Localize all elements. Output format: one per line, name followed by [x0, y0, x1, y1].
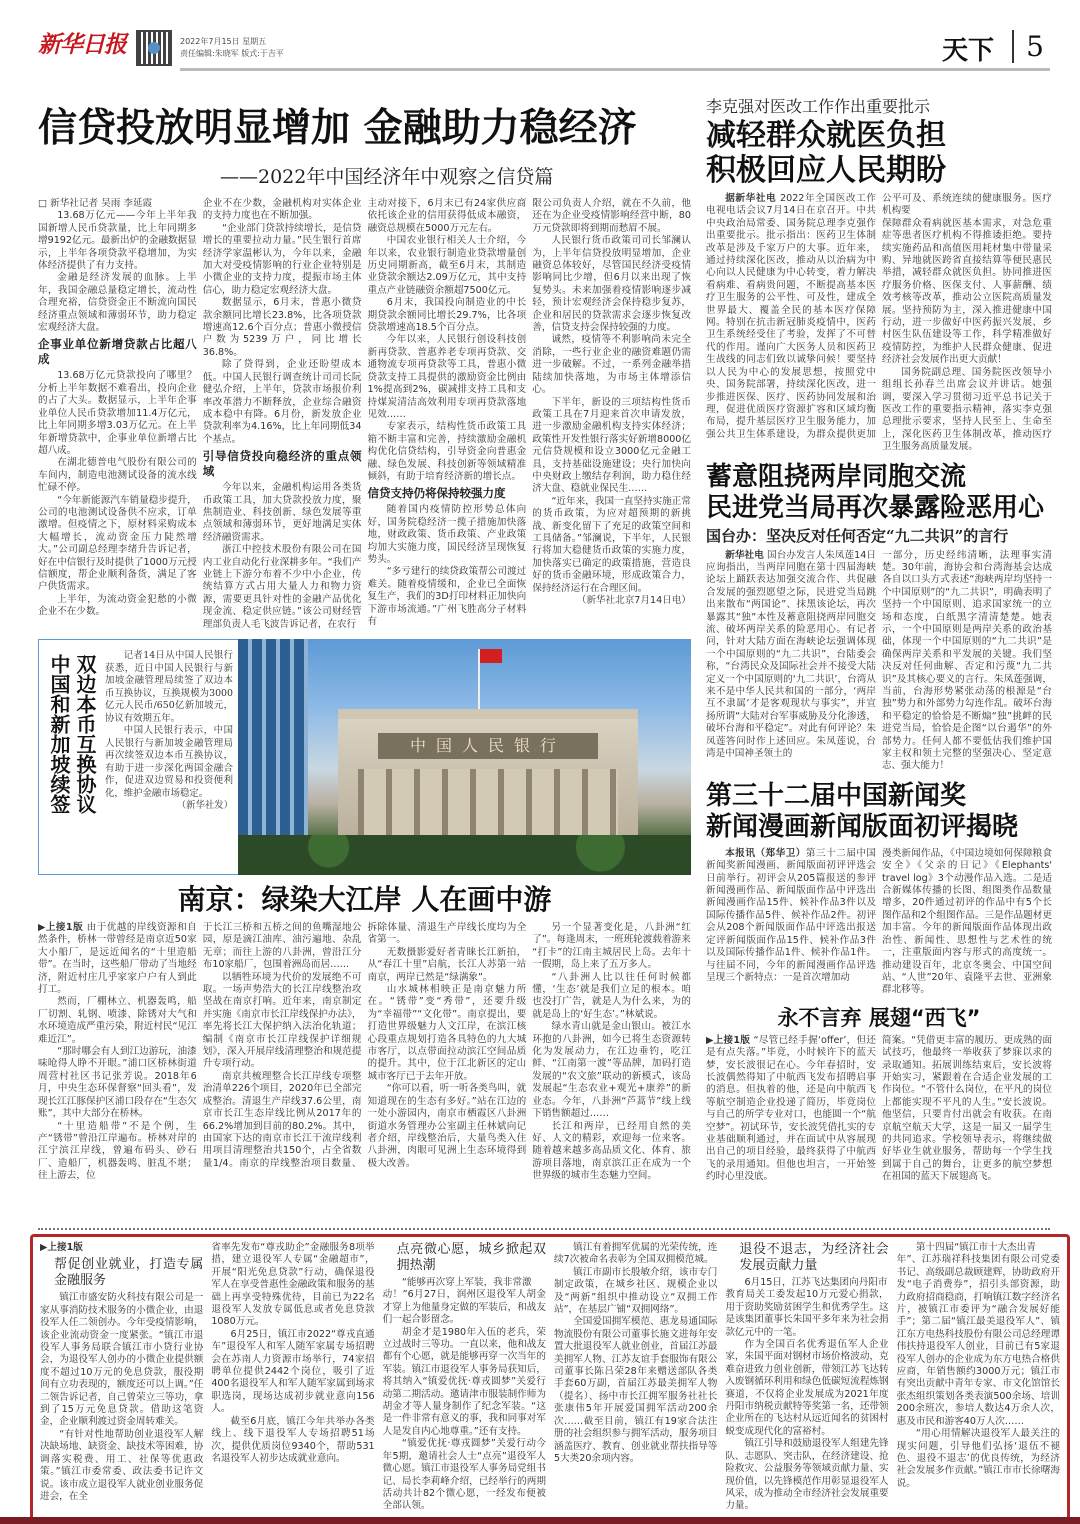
sidebar-body — [105, 650, 233, 813]
paragraph: 一部分，历史经纬清晰，法理事实清楚。30年前，海协会和台湾海基会达成各自以口头方式表述“海峡两岸均坚持一个中国原则”的“九二共识”，明确表明了坚持一个中国原则、追求国家统一的立场和态度，白纸黑字清清楚楚。她表示，一个中国原则是两岸关系的政治基础，体现一个中国原则的“九二共识”是确保两岸关系和平发展的关键。我们坚决反对任何曲解、否定和污蔑“九二共识”及其核心要义的言行。朱凤莲强调，当前，台海形势紧张动荡的根源是“台独”势力和外部势力勾连作乱。破坏台海和平稳定的恰恰是不断煽“独”挑衅的民进党当局，恰恰是企图“以台遏华”的外部势力。任何人都不要低估我们维护国家主权和领土完整的坚强决心、坚定意志、强大能力！ — [882, 549, 1052, 772]
lead-headline: 信贷投放明显增加 金融助力稳经济 — [38, 106, 637, 151]
paragraph: 镇江市副市长殷敏介绍，该市专门制定政策，在城乡社区、规模企业以及“两新”组织中推动设立“双拥工作站”，在基层广铺“双拥网络”。 — [553, 1266, 718, 1316]
paragraph: 记者14日从中国人民银行获悉，近日中国人民银行与新加坡金融管理局续签了双边本币互换协议，互换规模为3000亿元人民币/650亿新加坡元，协议有效期五年。 — [105, 650, 233, 724]
paragraph: 长江和两岸，已经用自然的美好、人文的精彩，欢迎每一位来客。随着越来越多高品质文化、体育、旅游项目落地，南京滨江正在成为一个世界级的城市生态魅力空间。 — [532, 1120, 691, 1182]
paragraph: 年”、江苏瑞祥科技集团有限公司党委书记、高级副总裁顾建辉，协助政府开发“电子消费券”，招引头部资源，助力政府招商稳商，打响镇江数字经济名片，被镇江市委评为“融合发展好能手”；第二届“镇江最美退役军人”、镇江东方电热科技股份有限公司总经理谭伟扶持退役军人创业，目前已有5家退役军人创办的企业成为东方电热合格供应商，年销售额约3000万元；镇江市有突出贡献中青年专家、市文化馆馆长张杰组织策划各类表演500余场、培训200余班次，参培人数达4万余人次，惠及市民和游客40万人次…… — [896, 1254, 1060, 1427]
paragraph: 第十四届“镇江市十大杰出青 — [915, 1242, 1036, 1253]
masthead-divider — [180, 68, 1050, 71]
issue-editors: 责任编辑:朱晓军 版式:于吉平 — [180, 49, 284, 58]
paragraph: 6月25日，镇江市2022“尊戎直通车”退役军人和军人随军家属专场招聘会在苏南人力资源市场举行，74家招聘单位提供2442个岗位，吸引了近400名退役军人和军人随军家属到场求职选岗，现场达成初步就业意向156人。 — [211, 1328, 375, 1415]
paragraph: 动！”6月27日，润州区退役军人胡金才穿上为他量身定做的军装后，和战友们一起合影留念。 — [382, 1289, 546, 1326]
paragraph: 无数摄影爱好者青睐长江新拍，从“春江十里”启航，长江人苏第一站南京，两岸已然是“绿满象”。 — [367, 946, 527, 983]
paragraph: 13.68万亿元——今年上半年我国新增人民币贷款量，比上年同期多增9192亿元。最新出炉的金融数据显示，上半年各项贷款平稳增加，为实体经济提供了有力支持。 — [38, 210, 197, 272]
section-name: 天下 — [941, 36, 994, 66]
veterans-body — [40, 1242, 1060, 1513]
continued-from-label: ▶上接1版 — [38, 922, 84, 933]
paragraph: “企业部门贷款持续增长，是信贷增长的重要拉动力量。”民生银行首席经济学家温彬认为，今年以来，金融加大对受疫情影响的行业企业特别是小微企业的支持力度，提振市场主体信心，助力稳定宏观经济大盘。 — [202, 222, 362, 296]
trees — [238, 835, 691, 875]
paragraph: 限公司负责人介绍，就在不久前，他还在为企业受疫情影响经营中断，80万元贷款即将到期而愁眉不展。 — [532, 198, 691, 234]
paragraph: 省率先发布“尊戎助企”金融服务8项举措，建立退役军人专属“金融超市”，开展“阳光免息贷款”行动，确保退役军人在享受普惠性金融政策和服务的基础上再享受特殊优待，目前已为22名退役军人发放专属低息或者免息贷款1080万元。 — [211, 1242, 375, 1328]
paragraph: “有针对性地帮助创业退役军人解决缺场地、缺资金、缺技术等困难，协调落实税费、用工、社保等优惠政策。”镇江市委常委、政法委书记许文说。该市成立退役军人就业创业服务促进会，在全 — [40, 1428, 204, 1502]
paragraph: “那时哪会有人到江边游玩，油漆味呛得人睁不开眼。”浦口区桥林街道周营村社区书记张芳说。2018年6月，中央生态环保督察“回头看”，发现长江江豚保护区浦口段存在“生态欠账”，其中大部分在桥林。 — [38, 1046, 197, 1120]
west-flight-body — [706, 1035, 1052, 1184]
paragraph-text: “尽管已经手握‘offer’，但还是有点失落。”毕竟，小时候许下的蓝天梦，安长波很记在心。今年春招时，安长波偶然得知了中航西飞发布招聘启事的消息。但执着的他，还是向中航西飞等航空制造企业投递了简历，毕竟岗位与自己的所学专业对口，也能圆一个“航空梦”。初试环节，安长波凭借扎实的专业基础顺利通过，并在面试中从容展现出自己的项目经验，最终获得了中航西飞的录用通知。但他也坦言，一开始签约时心里没底。 — [706, 1034, 876, 1183]
byline: □ 新华社记者 吴雨 李延霞 — [38, 198, 153, 209]
newspaper-logo: 新华日报 — [38, 31, 126, 58]
paragraph: “多亏建行的续贷政策帮公司渡过难关。随着疫情缓和，企业已全面恢复生产，我们的3D打印材料正加快向下游市场流通。”广州飞胜高分子材料有 — [367, 566, 527, 627]
sidebar-title-1: 双边本币互换协议 — [73, 654, 97, 814]
paragraph: 山水城林相映正是南京魅力所在。“锈带”变“秀带”，还要升级为“幸福带”“文化带”。南京提出，要打造世界级魅力人文江岸，在滨江核心段重点规划打造各具特色的九大城市客厅，以点带面拉动滨江空间品质的提升。其中，位于江北新区的定山城市客厅已于去年开放。 — [367, 984, 527, 1082]
paragraph: 专家表示，结构性货币政策工具箱不断丰富和完善，持续激励金融机构优化信贷结构，引导资金向普惠金融、绿色发展、科技创新等领域精准倾斜，有助于培育经济新的增长点。 — [367, 421, 527, 482]
headline-line: 积极回应人民期盼 — [706, 153, 946, 188]
paragraph: 下半年，新设的三项结构性货币政策工具在7月迎来首次申请发放，进一步激励金融机构支持实体经济；政策性开发性银行落实好新增8000亿元信贷规模和设立3000亿元金融工具，支持基础设施建设；央行加快向中央财政上缴结存利润，助力稳住经济大盘、稳就业保民生…… — [532, 396, 691, 495]
paragraph: 6月末，我国投向制造业的中长期贷款余额同比增长29.7%，比各项贷款增速高18.5个百分点。 — [367, 297, 527, 334]
paragraph: 数据显示，6月末，普惠小微贷款余额同比增长23.8%，比各项贷款增速高12.6个百分点；普惠小微授信户数为5239万户，同比增长36.8%。 — [202, 297, 362, 358]
right-content-area — [706, 96, 1052, 1184]
page-number: 5 — [1012, 30, 1044, 63]
credit-article-body — [38, 198, 691, 631]
news-award-headline — [706, 781, 1052, 843]
paragraph: 截至6月底，镇江今年共举办各类线上、线下退役军人专场招聘51场次，提供优质岗位9340个，帮助531名退役军人初步达成就业意向。 — [211, 1415, 375, 1464]
headline-line: 减轻群众就医负担 — [706, 118, 946, 153]
pboc-building-photo — [238, 639, 691, 875]
paragraph: 于长江三桥和五桥之间的鱼嘴湿地公园，原是滴江油库、油污遍地、杂乱无章；而往上游的八卦洲，曾沿江分布10家船厂，包围着洲岛而居…… — [202, 922, 362, 971]
section-subhead: 信贷支持仍将保持较强力度 — [367, 486, 506, 501]
paragraph: 6月15日，江苏飞达集团向丹阳市 — [744, 1277, 888, 1288]
paragraph: 以牺牲环境为代价的发展绝不可取。一场声势浩大的长江岸线整治攻坚战在南京打响。近年来，南京制定并实施《南京市长江岸线保护办法》，率先将长江大保护纳入法治化轨道；编制《南京市长江岸线保护详细规划》，深入开展岸线清理整治和规范提升专项行动。 — [202, 971, 362, 1070]
paragraph: “今年新能源汽车销量稳步提升，公司的电池测试设备供不应求，订单激增。但疫情之下，原材料采购成本大幅增长，流动资金压力陡然增大。”公司副总经理李绪升告诉记者，好在中信银行及时提供了1000万元授信额度，帮企业顺利备货，满足了客户供货需求。 — [38, 494, 197, 593]
paragraph: 镇江引导和鼓励退役军人组建先锋队、志愿队、突击队，在经济建设、抢险救灾、公益服务等领域贡献力量、实现价值，以先锋模范作用彰显退役军人风采，成为推动全市经济社会发展重要力量。 — [725, 1438, 889, 1512]
issue-date: 2022年7月15日 星期五 — [180, 37, 267, 46]
paragraph: 胡金才是1980年入伍的老兵，荣立过战时三等功。一直以来，他和战友都有个心愿，就是能够再穿一次当年的军装。镇江市退役军人事务局获知后，将其纳入“镇爱优抚·尊戎圆梦”关爱行动第二期活动。邀请津市服装制作师为胡金才等人量身制作了纪念军装。“这是一件非常有意义的事，我和同事对军人是发自内心地尊重。”还有支持。 — [382, 1326, 546, 1437]
paragraph: 然而，厂棚林立、机器轰鸣，船厂切割、轧钢、喷漆、除锈对大气和水环境造成严重污染，附近村民“见江难近江”。 — [38, 996, 197, 1045]
section-subhead: 企事业单位新增贷款占比超八成 — [38, 337, 197, 367]
paragraph-text: 国台办发言人朱凤莲14日应询指出，当两岸同胞在第十四届海峡论坛上踊跃表达加强交流合作、共促融合发展的强烈愿望之际，民进党当局跳出来散布“两国论”、抹黑该论坛，再次暴露其“独”本性及蓄意阻挠两岸同胞交流、破坏两岸关系的险恶用心。有记者问，针对大陆方面在海峡论坛强调体现一个中国原则的“九二共识”，台陆委会称，“台湾民众及国际社会并不接受大陆定义一个中国原则的‘九二共识’，台湾从来不是中华人民共和国的一部分，‘两岸互不隶属’才是客观现状与事实”，并宣扬所谓“大陆对台军事威胁及分化渗透，破坏台海和平稳定”。对此有何评论？朱凤莲答问时作上述回应。朱凤莲说，台湾是中国神圣领土的 — [706, 549, 876, 760]
photo-credit: （新华社发） — [176, 800, 233, 811]
taiwan-subheadline: 国台办：坚决反对任何否定“九二共识”的言行 — [706, 526, 1009, 545]
paragraph: “八卦洲人比以往任何时候都懂，‘生态’就是我们立足的根本。咱也没打广告，就是人为什么来，为的就是岛上的‘好生态’。”林斌说。 — [532, 971, 691, 1020]
left-content-area — [38, 198, 691, 1183]
paragraph-text: 2022年全国医改工作电视电话会议7月14日在京召开。中共中央政治局常委、国务院总理李克强作出重要批示。批示指出：医药卫生体制改革是涉及千家万户的大事。近年来，通过持续深化医改，推动从以治病为中心向以人民健康为中心转变，着力解决看病难、看病贵问题，不断提高基本医疗卫生服务的公平性、可及性，建成全世界最大、覆盖全民的基本医疗保障网。特别在抗击新冠肺炎疫情中，医药卫生系统经受住了考验，发挥了不可替代的作用。谨向广大医务人员和医药卫生战线的同志们致以诚挚问候！要坚持以人民为中心的发展思想，按照党中央、国务院部署，持续深化医改，进一步推进医保、医疗、医药协同发展和治理，促进优质医疗资源扩容和区域均衡布局，提升基层医疗卫生服务能力，加强公共卫生体系建设，为群众提供更加公平可及、系统连续的健康服务。医疗机构要 — [706, 193, 1052, 440]
paragraph: “近年来，我国一直坚持实施正常的货币政策，为应对超预期的新挑战、新变化留下了充足的政策空间和工具储备。”邹澜说，下半年，人民银行将加大稳健货币政策的实施力度，加快落实已确定的政策措施，营造良好的货币金融环境，形成政策合力，保持经济运行在合理区间。 — [532, 495, 691, 594]
page-bottom-bar — [0, 1517, 1080, 1524]
building-sign: 中国人民银行 — [378, 733, 598, 759]
paragraph: “你可以看，听一听各类鸟叫，就知道现在的生态有多好。”站在江边的一处小游园内，南京市栖霞区八卦洲街道水务管理办公室副主任林斌向记者介绍，岸线整治后，大量鸟类入住八卦洲，肉眼可见洲上生态环境得到极大改善。 — [367, 1083, 527, 1169]
west-flight-headline: 永不言弃 展翅“西飞” — [777, 1005, 981, 1030]
lead-in: 本报讯（郑华卫） — [725, 847, 806, 859]
continued-from-label: ▶上接1版 — [40, 1242, 83, 1253]
paragraph: “打卡”的江南主城居民上岛。去年十一假期，岛上来了五万多人。 — [532, 946, 691, 971]
lead-subheadline: ——2022年中国经济年中观察之信贷篇 — [220, 166, 554, 188]
bank-building — [338, 709, 638, 849]
paragraph: 作为全国百名优秀退伍军人企业家，朱国平面对钢材市场价格波动，克难奋进致力创业创新，带领江苏飞达转入废钢循环利用和绿色低碳短流程炼钢赛道，不仅将企业发展成为2021年度丹阳市纳税贡献特等奖第一名，还带领企业所在的飞达村从远近闻名的贫困村蜕变成现代化的富裕村。 — [725, 1339, 889, 1437]
nanjing-body — [38, 922, 691, 1183]
section-subhead: 引导信贷投向稳经济的重点领域 — [202, 449, 362, 479]
lead-in: 新华社电 — [725, 549, 764, 561]
paragraph-text: 由于优越的岸线资源和自然条件，桥林一带曾经是南京近50家大小船厂，是远近闻名的“十里造船带”。在当时，这些船厂带动了当地经济，附近村庄几乎家家户户有人到此打工。 — [38, 922, 197, 996]
headline-line: 蓄意阻挠两岸同胞交流 — [706, 461, 967, 492]
paragraph: 随着国内疫情防控形势总体向好，国务院稳经济一揽子措施加快落地，财政政策、货币政策、产业政策均加大实施力度，国民经济呈现恢复势头。 — [367, 504, 527, 565]
paragraph: 南京共梳理整合长江岸线专项整治清单226个项目，2020年已全部完成整治。清退生产岸线37.6公里，南京市长江生态岸线比例从2017年的66.2%增加到目前的80.2%。其中，由国家下达的南京市长江干流岸线利用项目清理整治共150个，占全省数量1/4。南京的岸线整治项目数量、拆除体量、清退生产岸线长度均为全省第一。 — [202, 922, 527, 1169]
currency-swap-sidebar — [38, 639, 238, 875]
photo-row — [38, 639, 691, 875]
nanjing-headline: 南京：绿染大江岸 人在画中游 — [177, 883, 552, 916]
healthcare-headline — [706, 118, 1052, 188]
qr-code — [136, 30, 172, 66]
paragraph: “能够再次穿上军装，我非常激 — [401, 1277, 532, 1288]
paragraph: 另一个显著变化是，八卦洲“红了”。每逢周末，一班班轮渡载着游来 — [532, 922, 691, 946]
sidebar-title-2: 中国和新加坡续签 — [47, 654, 71, 814]
news-award-body — [706, 848, 1052, 997]
paragraph: 主动对接下，6月末已有24家供应商依托该企业的信用获得低成本融资，融资总规模在5000万元左右。 — [367, 198, 527, 234]
paragraph: 今年以来，人民银行创设科技创新再贷款、普惠养老专项再贷款、交通物流专项再贷款等工具，普惠小微贷款支持工具提供的激励资金比例由1%提高到2%，碳减排支持工具和支持煤炭清洁高效利用专项再贷款落地见效…… — [367, 334, 527, 420]
headline-line: 新闻漫画新闻版面初评揭晓 — [706, 811, 1019, 842]
headline-line: 民进党当局再次暴露险恶用心 — [706, 492, 1045, 523]
taiwan-headline — [706, 462, 1052, 524]
paragraph-text: 第三十二届中国新闻奖新闻漫画、新闻版面初评评选会日前举行。初评会从205篇报送的参评新闻漫画作品、新闻版面作品中评选出新闻漫画作品15件、候补作品3件以及国际传播作品5件、候补作品2件。初评会从208个新闻版面作品中评选出报送定评新闻版面作品15件、候补作品3件以及国际传播作品1件、候补作品1件。与往届不同，今年的新闻漫画作品评选呈现三个新特点：一是首次增加动 — [706, 847, 877, 983]
section-subhead: 帮促创业就业，打造专属金融服务 — [54, 1257, 204, 1289]
continued-from-label: ▶上接1版 — [706, 1034, 751, 1046]
paragraph: 除了贷得到，企业还盼望成本低。中国人民银行调查统计司司长阮健弘介绍，上半年，贷款市场报价利率改革潜力不断释放，企业综合融资成本稳中有降。6月份，新发放企业贷款利率为4.16%，比上年同期低34个基点。 — [202, 359, 362, 445]
healthcare-kicker: 李克强对医改工作作出重要批示 — [706, 97, 931, 116]
paragraph: 上半年，为流动资金犯愁的小微企业不在少数。 — [38, 593, 197, 618]
section-subhead: 点亮微心愿，城乡掀起双拥热潮 — [396, 1242, 546, 1273]
paragraph: 镇江有着拥军优属的光荣传统，连续7次被命名表彰为全国双拥模范城。 — [553, 1242, 718, 1266]
paragraph: 国务院副总理、国务院医改领导小组组长孙春兰出席会议并讲话。她强调，要深入学习贯彻习近平总书记关于医改工作的重要指示精神，落实李克强总理批示要求，坚持人民至上、生命至上，深化医药卫生体制改革，推动医疗卫生服务高质量发展。 — [882, 366, 1052, 453]
paragraph: 全国爱国拥军模范、惠龙易通国际物流股份有限公司董事长施文进每年安置大批退役军人就业创业，首届江苏最美拥军人物、江苏友谊手套服饰有限公司董事长陈吕荣28年来赠送部队各类手套60万副，首届江苏最美拥军人物（提名）、扬中市长江拥军服务社社长张康伟5年开展爱国拥军活动200余次……截至目前，镇江有19家合法注册的社会组织参与拥军活动，服务项目涵盖医疗、教育、创业就业帮扶指导等5大类20余项内容。 — [553, 1316, 718, 1464]
paragraph: “镇爱优抚·尊戎圆梦”关爱行动今年5期，邀请社会人士“点亮”退役军人微心愿。镇江市退役军人事务局党组书记、局长李莉峰介绍，已经举行的两期活动共计82个微心愿，一经发布便被全部认领。 — [382, 1438, 546, 1512]
paragraph: 诚然，疫情等不利影响尚未完全消除，一些行业企业的融资难题仍需进一步破解。不过，一系列金融举措陆续加快落地，为市场主体增添信心。 — [532, 334, 691, 396]
taiwan-body — [706, 550, 1052, 773]
paragraph: 教育局关工委发起10万元爱心捐款，用于资助奖励贫困学生和优秀学生。这是该集团董事长朱国平多年来为社会捐款亿元中的一笔。 — [725, 1289, 889, 1338]
flag-icon — [478, 649, 480, 709]
paragraph: 今年以来，金融机构运用各类货币政策工具，加大贷款投放力度，聚焦制造业、科技创新、绿色发展等重点领域和薄弱环节，更好地满足实体经济融资需求。 — [202, 482, 362, 543]
paragraph: 简案。“凭借更丰富的履历、更成熟的面试技巧，他最终一举收获了梦寐以求的录取通知。拓展训练结束后，安长波将开始实习，紧跟着在合适企业发展的工作岗位。“不管什么岗位，在平凡的岗位上都能实现不平凡的人生。”安长波说。他坚信，只要肯付出就会有收获。在南京航空航天大学，这是一届又一届学生的共同追求。学校领导表示，将继续做好毕业生就业服务，帮助每一个学生找到属于自己的舞台，让更多的航空梦想在祖国的蓝天下展翅高飞。 — [882, 1034, 1052, 1183]
veterans-feature-box — [30, 1234, 1070, 1521]
paragraph: 在湖北德普电气股份有限公司的车间内，制造电池测试设备的流水线忙碌不停。 — [38, 457, 197, 494]
issue-meta — [180, 36, 284, 60]
dotted-divider — [38, 1228, 1050, 1230]
paragraph: “用心用情解决退役军人最关注的现实问题，引导他们弘扬‘退伍不褪色、退役不退志’的优良传统，为经济社会发展多作贡献。”镇江市市长徐曙海说。 — [896, 1428, 1060, 1489]
paragraph: 漫类新闻作品，《中国边境如何保障粮食安全》《父亲的日记》《Elephants' travel log》3个动漫作品入选。二是适合新媒体传播的长图、组图类作品数量增多，20件通过初评的作品中有5个长图作品和2个组图作品。三是作品题材更加丰富。今年的新闻版面作品体现出政治性、新闻性、思想性与艺术性的统一，注重版面内容与形式的高度统一。推动建设百年，北京冬奥会、中国空间站、“人世”20年、袁隆平去世、亚洲象群北移等。 — [882, 847, 1052, 996]
paragraph: 镇江市盛安防火科技有限公司是一家从事消防技术服务的小微企业，由退役军人任二领创办。今年受疫情影响，该企业流动资金一度紧张。“镇江市退役军人事务局联合镇江市小贷行业协会，为退役军人创办的小微企业提供额度不超过10万元的免息贷款，服役期间有立功表现的，额度还可以上调。”任二领告诉记者，自己曾荣立三等功，拿到了15万元免息贷款。借助这笔资金，企业顺利渡过资金周转难关。 — [40, 1292, 204, 1428]
section-subhead: 退役不退志，为经济社会发展贡献力量 — [739, 1242, 889, 1273]
paragraph: 中国人民银行表示，中国人民银行与新加坡金融管理局再次续签双边本币互换协议，有助于进一步深化两国金融合作，促进双边贸易和投资便利化，维护金融市场稳定。 — [105, 725, 233, 799]
paragraph: 企业不在少数，金融机构对实体企业的支持力度也在不断加强。 — [202, 198, 362, 222]
lead-in: 据新华社电 — [725, 193, 777, 204]
headline-line: 第三十二届中国新闻奖 — [706, 780, 967, 811]
paragraph: “十里造船带”不是个例，生产“锈带”曾沿江岸遍布。桥林对岸的江宁滨江岸线，曾遍布码头、砂石厂、造船厂，机器轰鸣、脏乱不堪；往上游去，位 — [38, 1120, 197, 1182]
paragraph: 浙江中控技术股份有限公司在国内工业自动化行业深耕多年。“我们产业链上下游分布着不少中小企业，传统结算方式占用大量人力和物力资源，需要更具针对性的金融产品优化现金流、稳定供应链。”该公司财经管理部负责人毛飞波告诉记者，在农行 — [202, 544, 362, 630]
paragraph: 绿水青山就是金山银山。被江水环抱的八卦洲，如今已将生态资源转化为发展动力，在江边垂钓，吃江鲜、“江南第一渡”等品牌，加码打造发展的“农文旅”联动的新模式，该岛发展起“生态农业+观光+康养”的新业态。今年，八卦洲“芦蒿节”线上线下销售额超过…… — [532, 1021, 691, 1120]
paragraph: 13.68万亿元贷款投向了哪里？分析上半年数据不难看出，投向企业的占了大头。数据显示，上半年企事业单位人民币贷款增加11.4万亿元，比上年同期多增3.03万亿元。在上半年新增贷款中，企事业单位新增占比超八成。 — [38, 370, 197, 456]
paragraph: 人民银行货币政策司司长邹澜认为，上半年信贷投放明显增加，企业融资总体较好，尽管国民经济受疫情影响同比少增，但6月以来出现了恢复势头。未来加强着疫情影响逐步减轻，预计宏观经济会保持稳步复苏，企业和居民的贷款需求会逐步恢复改善，信贷支持会保持较强的力度。 — [532, 235, 691, 334]
dateline: （新华社北京7月14日电） — [576, 595, 691, 606]
healthcare-body — [706, 193, 1052, 454]
paragraph: 金融是经济发展的血脉。上半年，我国金融总量稳定增长，流动性合理充裕，信贷资金正不断流向国民经济重点领域和薄弱环节，助力稳定宏观经济大盘。 — [38, 272, 197, 334]
paragraph: 保障群众看病就医基本需求，对急危重症等患者医疗机构不得推诿拒绝。要持续实施药品和高值医用耗材集中带量采购、异地就医跨省直接结算等便民惠民举措，减轻群众就医负担。协同推进医疗服务价格、医保支付、人事薪酬、绩效考核等改革，推动公立医院高质量发展。坚持预防为主，深入推进健康中国行动，进一步做好中医药振兴发展、乡村医生队伍建设等工作，科学精准做好疫情防控，为维护人民群众健康、促进经济社会发展作出更大贡献！ — [882, 217, 1052, 366]
paragraph: 中国农业银行相关人士介绍，今年以来，农业银行制造业贷款增量创历史同期新高，截至6月末，其制造业贷款余额达2.09万亿元，其中支持重点产业链融资余额超7500亿元。 — [367, 235, 527, 296]
